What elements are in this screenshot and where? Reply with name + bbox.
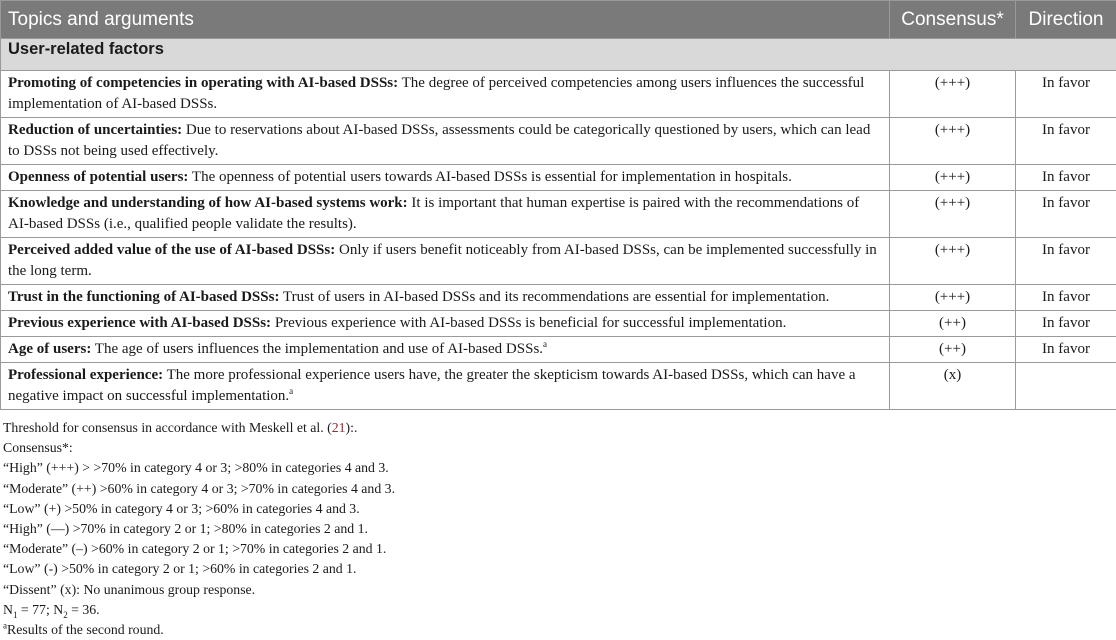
table-row	[1, 191, 1116, 238]
topic-cell	[1, 165, 890, 191]
footnote-marker: a	[543, 339, 547, 349]
topic-cell	[1, 285, 890, 311]
table-notes	[0, 410, 1116, 640]
consensus-line: “Low” (-) >50% in category 2 or 1; >60% in categories 2 and 1.	[3, 559, 1116, 579]
direction-cell: In favor	[1016, 238, 1116, 285]
consensus-cell: (+++)	[890, 238, 1016, 285]
consensus-cell: (x)	[890, 363, 1016, 410]
section-row	[1, 39, 1116, 71]
consensus-cell: (++)	[890, 337, 1016, 363]
table-row	[1, 165, 1116, 191]
topic-text: It is important that human expertise is paired with the recommendations of AI-based DSSs (i.e., qualified people validate the results).	[8, 195, 859, 232]
topic-cell	[1, 337, 890, 363]
topic-text: Only if users benefit noticeably from AI-based DSSs, can be implemented successfully in the long term.	[8, 242, 877, 279]
table-row	[1, 238, 1116, 285]
consensus-cell: (+++)	[890, 71, 1016, 118]
topic-title: Trust in the functioning of AI-based DSSs:	[8, 289, 279, 305]
direction-cell: In favor	[1016, 118, 1116, 165]
topic-title: Openness of potential users:	[8, 169, 188, 185]
header-consensus: Consensus*	[890, 1, 1016, 39]
topic-title: Reduction of uncertainties:	[8, 122, 182, 138]
footnote-a: $^a$Results of the second round.	[3, 620, 1116, 640]
consensus-line: “Low” (+) >50% in category 4 or 3; >60% in categories 4 and 3.	[3, 499, 1116, 519]
header-row	[1, 1, 1116, 39]
direction-cell: In favor	[1016, 311, 1116, 337]
direction-cell	[1016, 363, 1116, 410]
direction-cell: In favor	[1016, 337, 1116, 363]
topic-title: Promoting of competencies in operating with AI-based DSSs:	[8, 75, 398, 91]
topic-text: Due to reservations about AI-based DSSs, assessments could be categorically questioned by users, which can lead to DSSs not being used effectively.	[8, 122, 870, 159]
topic-title: Previous experience with AI-based DSSs:	[8, 315, 271, 331]
consensus-line: “Moderate” (++) >60% in category 4 or 3; >70% in categories 4 and 3.	[3, 479, 1116, 499]
topic-cell	[1, 311, 890, 337]
table-row	[1, 285, 1116, 311]
reference-link[interactable]: 21	[332, 420, 346, 435]
direction-cell: In favor	[1016, 71, 1116, 118]
topic-text: The age of users influences the implementation and use of AI-based DSSs.	[91, 341, 543, 357]
topic-text: Previous experience with AI-based DSSs is beneficial for successful implementation.	[271, 315, 786, 331]
topic-text: Trust of users in AI-based DSSs and its recommendations are essential for implementation.	[279, 289, 829, 305]
topic-cell	[1, 363, 890, 410]
consensus-cell: (+++)	[890, 165, 1016, 191]
topic-cell	[1, 191, 890, 238]
table-row	[1, 337, 1116, 363]
consensus-line: “Dissent” (x): No unanimous group response.	[3, 580, 1116, 600]
table-row	[1, 71, 1116, 118]
table-row	[1, 118, 1116, 165]
consensus-line: “Moderate” (–) >60% in category 2 or 1; >70% in categories 2 and 1.	[3, 539, 1116, 559]
consensus-cell: (+++)	[890, 191, 1016, 238]
consensus-cell: (++)	[890, 311, 1016, 337]
direction-cell: In favor	[1016, 285, 1116, 311]
table-row	[1, 311, 1116, 337]
topic-text: The openness of potential users towards AI-based DSSs is essential for implementation in hospitals.	[188, 169, 791, 185]
consensus-line: “High” (—) >70% in category 2 or 1; >80% in categories 2 and 1.	[3, 519, 1116, 539]
consensus-cell: (+++)	[890, 118, 1016, 165]
topic-title: Knowledge and understanding of how AI-based systems work:	[8, 195, 408, 211]
topic-cell	[1, 118, 890, 165]
direction-cell: In favor	[1016, 165, 1116, 191]
consensus-cell: (+++)	[890, 285, 1016, 311]
consensus-label: Consensus*:	[3, 438, 1116, 458]
consensus-line: “High” (+++) > >70% in category 4 or 3; >80% in categories 4 and 3.	[3, 458, 1116, 478]
topic-title: Perceived added value of the use of AI-based DSSs:	[8, 242, 335, 258]
topic-title: Age of users:	[8, 341, 91, 357]
sample-size-note: $N_1 = 77$; $N_2 = 36$.	[3, 600, 1116, 620]
topic-text: The degree of perceived competencies among users influences the successful implementation of AI-based DSSs.	[8, 75, 864, 112]
topic-title: Professional experience:	[8, 367, 163, 383]
direction-cell: In favor	[1016, 191, 1116, 238]
threshold-note: Threshold for consensus in accordance with Meskell et al. (21):.	[3, 418, 1116, 438]
header-topics: Topics and arguments	[1, 1, 890, 39]
section-title: User-related factors	[1, 39, 1116, 71]
footnote-marker: a	[289, 386, 293, 396]
table-row	[1, 363, 1116, 410]
topic-text: The more professional experience users have, the greater the skepticism towards AI-based DSSs, which can have a negative impact on successful implementation.	[8, 367, 856, 404]
topic-cell	[1, 71, 890, 118]
header-direction: Direction	[1016, 1, 1116, 39]
topic-cell	[1, 238, 890, 285]
